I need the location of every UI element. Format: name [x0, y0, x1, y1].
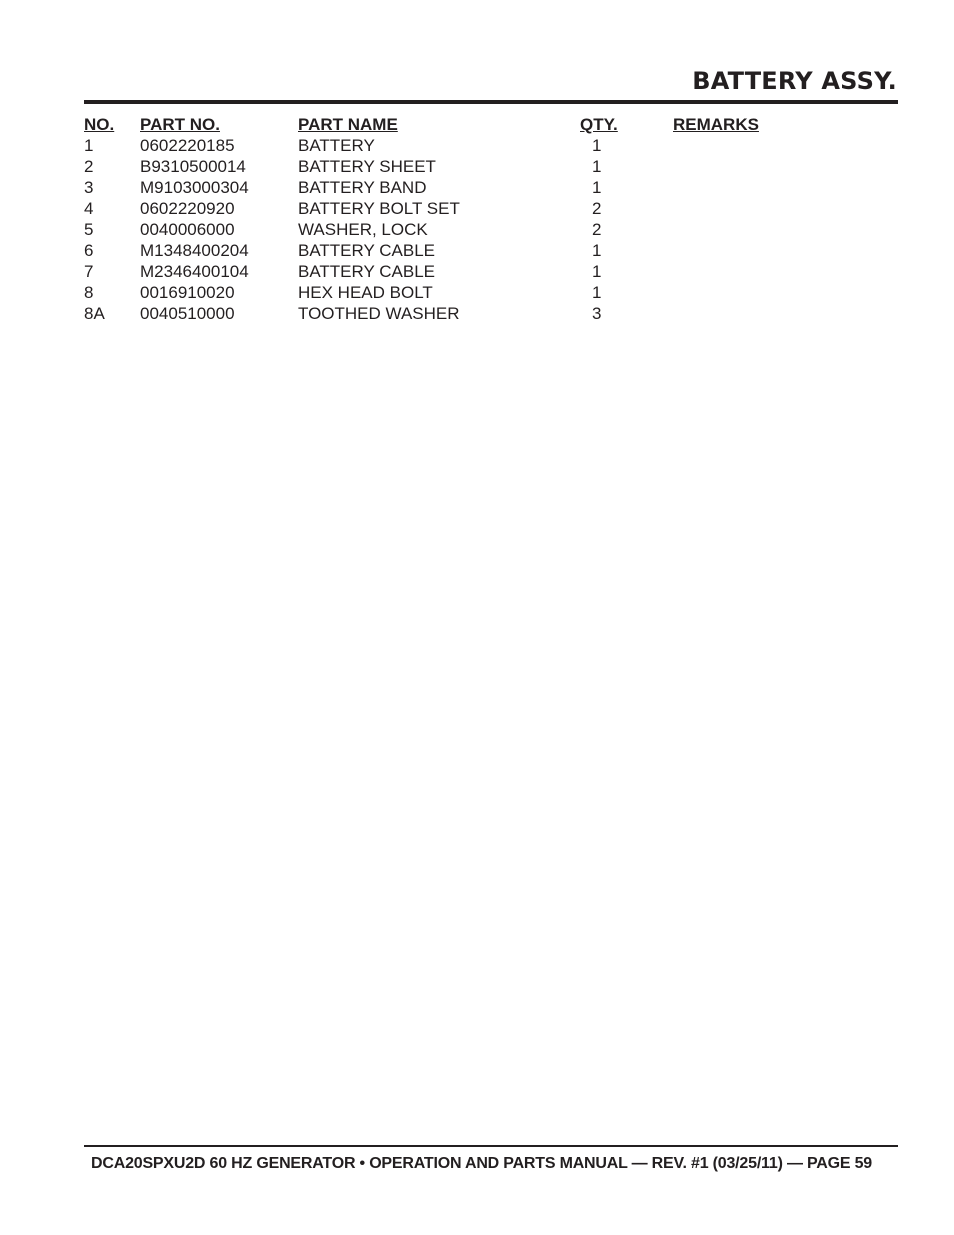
cell-part-no: 0016910020: [140, 283, 235, 302]
cell-remarks: [673, 261, 793, 282]
cell-qty: 1: [592, 136, 602, 155]
cell-remarks: [673, 282, 793, 303]
table-row: [84, 261, 793, 282]
cell-qty: 3: [592, 304, 602, 323]
cell-part-name: BATTERY CABLE: [298, 262, 435, 281]
column-header-part-name: PART NAME: [298, 115, 398, 134]
cell-part-name: WASHER, LOCK: [298, 220, 428, 239]
cell-part-name: BATTERY BAND: [298, 178, 427, 197]
cell-qty: 2: [592, 199, 602, 218]
parts-table: [84, 114, 793, 324]
cell-remarks: [673, 303, 793, 324]
cell-remarks: [673, 135, 793, 156]
table-row: [84, 282, 793, 303]
cell-part-no: 0602220185: [140, 136, 235, 155]
column-header-remarks: REMARKS: [673, 115, 759, 134]
cell-qty: 1: [592, 283, 602, 302]
parts-table-body: [84, 135, 793, 324]
cell-no: 6: [84, 241, 94, 260]
cell-remarks: [673, 219, 793, 240]
cell-part-name: BATTERY CABLE: [298, 241, 435, 260]
table-row: [84, 198, 793, 219]
cell-part-no: 0040006000: [140, 220, 235, 239]
cell-part-no: M1348400204: [140, 241, 249, 260]
cell-part-name: BATTERY SHEET: [298, 157, 436, 176]
cell-remarks: [673, 177, 793, 198]
table-row: [84, 240, 793, 261]
cell-remarks: [673, 156, 793, 177]
cell-no: 3: [84, 178, 94, 197]
table-row: [84, 219, 793, 240]
cell-qty: 2: [592, 220, 602, 239]
table-header-row: [84, 114, 793, 135]
cell-part-no: B9310500014: [140, 157, 246, 176]
column-header-part-no: PART NO.: [140, 115, 220, 134]
table-row: [84, 135, 793, 156]
table-row: [84, 177, 793, 198]
cell-no: 1: [84, 136, 94, 155]
cell-part-name: HEX HEAD BOLT: [298, 283, 433, 302]
cell-part-name: BATTERY: [298, 136, 375, 155]
cell-no: 8: [84, 283, 94, 302]
page-footer: DCA20SPXU2D 60 HZ GENERATOR • OPERATION AND PARTS MANUAL — REV. #1 (03/25/11) — PAGE 59: [91, 1155, 872, 1172]
cell-no: 2: [84, 157, 94, 176]
cell-remarks: [673, 240, 793, 261]
table-row: [84, 303, 793, 324]
cell-part-no: 0040510000: [140, 304, 235, 323]
cell-qty: 1: [592, 241, 602, 260]
cell-part-no: M2346400104: [140, 262, 249, 281]
column-header-no: NO.: [84, 115, 115, 134]
table-row: [84, 156, 793, 177]
cell-part-name: TOOTHED WASHER: [298, 304, 460, 323]
page-title: BATTERY ASSY.: [692, 67, 897, 95]
cell-qty: 1: [592, 178, 602, 197]
cell-qty: 1: [592, 262, 602, 281]
cell-no: 4: [84, 199, 94, 218]
footer-divider: [84, 1145, 898, 1147]
cell-no: 5: [84, 220, 94, 239]
cell-remarks: [673, 198, 793, 219]
cell-qty: 1: [592, 157, 602, 176]
cell-part-no: 0602220920: [140, 199, 235, 218]
cell-no: 8A: [84, 304, 105, 323]
cell-part-name: BATTERY BOLT SET: [298, 199, 460, 218]
title-divider: [84, 100, 898, 104]
cell-part-no: M9103000304: [140, 178, 249, 197]
column-header-qty: QTY.: [580, 115, 618, 134]
cell-no: 7: [84, 262, 94, 281]
